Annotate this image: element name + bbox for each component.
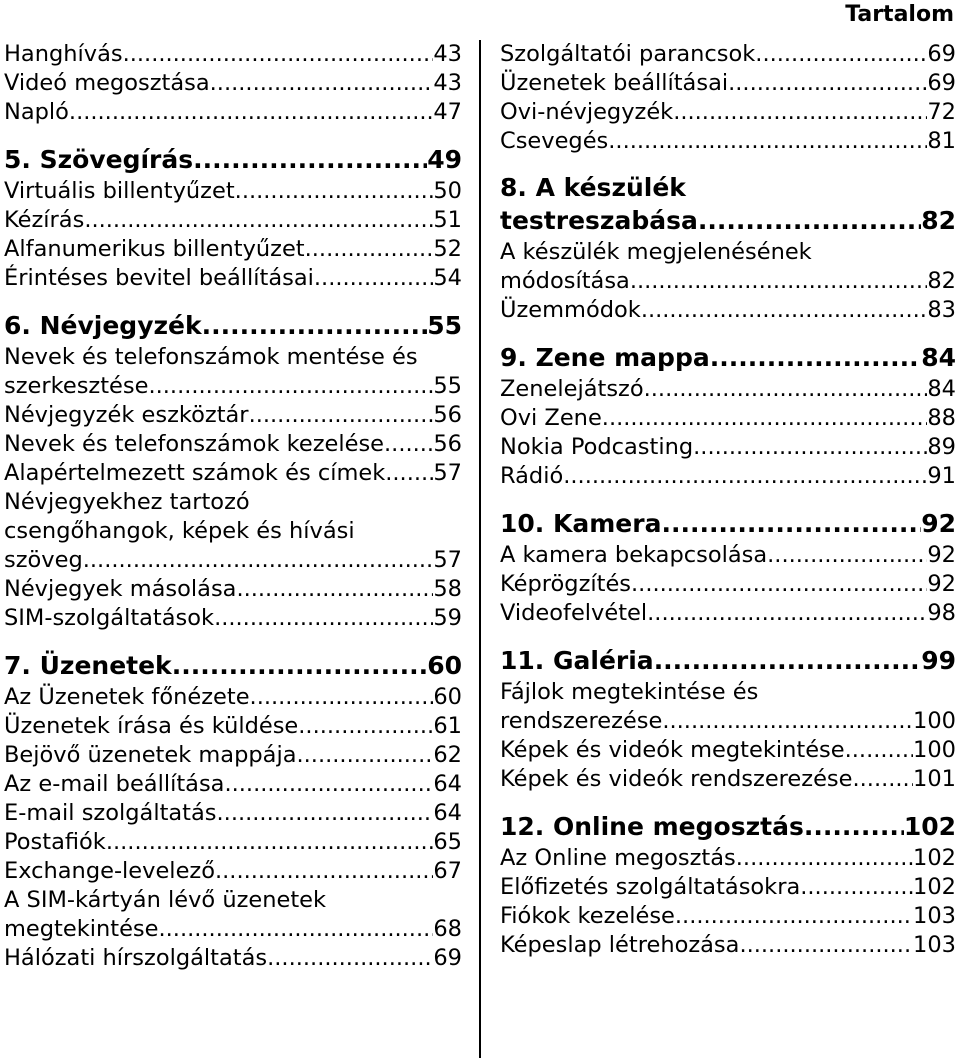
dot-leader <box>800 873 913 902</box>
toc-chapter-8-line: 8. A készülék <box>500 173 686 202</box>
toc-entry-title: Üzemmódok <box>500 297 641 323</box>
toc-page-number: 82 <box>927 268 956 294</box>
toc-entry-title: Érintéses bevitel beállításai <box>4 265 314 291</box>
toc-entry-title: Fiókok kezelése <box>500 903 675 929</box>
dot-leader <box>84 206 433 235</box>
toc-entry-title: 10. Kamera <box>500 509 662 538</box>
toc-entry-line: Fájlok megtekintése és <box>500 679 759 705</box>
toc-page-number: 56 <box>433 402 462 428</box>
dot-leader <box>693 433 927 462</box>
toc-page-number: 103 <box>913 932 956 958</box>
toc-page-number: 83 <box>927 297 956 323</box>
toc-chapter-6[interactable] <box>4 309 462 343</box>
toc-page-number: 65 <box>433 829 462 855</box>
toc-entry-title: 6. Névjegyzék <box>4 311 202 340</box>
toc-entry[interactable] <box>500 599 956 628</box>
dot-leader <box>644 375 928 404</box>
toc-entry-title: Hálózati hírszolgáltatás <box>4 945 268 971</box>
toc-entry[interactable] <box>4 915 462 944</box>
toc-entry-title: A kamera bekapcsolása <box>500 542 768 568</box>
toc-entry[interactable] <box>500 570 956 599</box>
toc-entry-title: 9. Zene mappa <box>500 343 710 372</box>
dot-leader <box>193 143 427 177</box>
toc-page-number: 102 <box>913 874 956 900</box>
toc-entry-title: szöveg <box>4 547 83 573</box>
toc-entry[interactable] <box>4 264 462 293</box>
dot-leader <box>641 296 928 325</box>
toc-chapter-5[interactable] <box>4 143 462 177</box>
dot-leader <box>384 430 433 459</box>
dot-leader <box>661 507 921 541</box>
toc-entry[interactable] <box>4 69 462 98</box>
dot-leader <box>739 931 913 960</box>
toc-entry[interactable] <box>4 799 462 828</box>
dot-leader <box>710 341 921 375</box>
dot-leader <box>314 264 433 293</box>
toc-entry[interactable] <box>500 267 956 296</box>
dot-leader <box>728 69 927 98</box>
toc-entry-title: Az e-mail beállítása <box>4 771 225 797</box>
toc-column-left <box>4 40 462 973</box>
toc-entry[interactable] <box>4 372 462 401</box>
toc-entry-title: Szolgáltatói parancsok <box>500 41 756 67</box>
toc-page-number: 98 <box>927 600 956 626</box>
dot-leader <box>845 736 913 765</box>
toc-chapter-7[interactable] <box>4 649 462 683</box>
toc-entry-title: 7. Üzenetek <box>4 651 172 680</box>
toc-page-number: 56 <box>433 431 462 457</box>
toc-page-number: 58 <box>433 576 462 602</box>
toc-entry-line: Nevek és telefonszámok mentése és <box>4 344 418 370</box>
toc-column-right <box>500 40 956 960</box>
toc-chapter-10[interactable] <box>500 507 956 541</box>
toc-page-number: 102 <box>913 845 956 871</box>
toc-page-number: 67 <box>433 858 462 884</box>
dot-leader <box>804 810 904 844</box>
toc-entry-title: SIM-szolgáltatások <box>4 605 215 631</box>
dot-leader <box>563 462 927 491</box>
toc-page-number: 61 <box>433 713 462 739</box>
toc-page-number: 57 <box>433 547 462 573</box>
toc-entry[interactable] <box>4 828 462 857</box>
toc-entry[interactable] <box>4 546 462 575</box>
dot-leader <box>202 309 428 343</box>
dot-leader <box>602 404 928 433</box>
dot-leader <box>148 372 433 401</box>
dot-leader <box>673 98 927 127</box>
toc-entry[interactable] <box>4 401 462 430</box>
toc-entry-title: megtekintése <box>4 916 159 942</box>
toc-page-number: 92 <box>921 509 956 538</box>
toc-page-number: 43 <box>433 41 462 67</box>
dot-leader <box>69 98 433 127</box>
dot-leader <box>210 69 434 98</box>
toc-entry-title: Üzenetek beállításai <box>500 70 729 96</box>
toc-page-number: 62 <box>433 742 462 768</box>
dot-leader <box>385 459 433 488</box>
dot-leader <box>662 707 913 736</box>
toc-entry[interactable] <box>500 375 956 404</box>
dot-leader <box>608 127 927 156</box>
dot-leader <box>647 599 927 628</box>
toc-entry-title: Virtuális billentyűzet <box>4 178 235 204</box>
toc-page-number: 89 <box>927 434 956 460</box>
toc-page-number: 55 <box>433 373 462 399</box>
toc-entry[interactable] <box>4 235 462 264</box>
toc-page-number: 91 <box>927 463 956 489</box>
toc-entry[interactable] <box>4 459 462 488</box>
dot-leader <box>631 570 927 599</box>
toc-page-number: 59 <box>433 605 462 631</box>
toc-entry[interactable] <box>500 873 956 902</box>
toc-entry-title: Kézírás <box>4 207 85 233</box>
dot-leader <box>755 40 927 69</box>
dot-leader <box>158 915 433 944</box>
toc-page-number: 92 <box>927 571 956 597</box>
dot-leader <box>654 644 922 678</box>
toc-page-number: 51 <box>433 207 462 233</box>
dot-leader <box>250 683 434 712</box>
toc-entry[interactable] <box>500 765 956 794</box>
toc-entry-line: A készülék megjelenésének <box>500 239 812 265</box>
toc-entry[interactable] <box>500 98 956 127</box>
toc-entry-title: Videofelvétel <box>500 600 648 626</box>
dot-leader <box>217 799 434 828</box>
toc-page-number: 50 <box>433 178 462 204</box>
toc-entry-title: Exchange-levelező <box>4 858 215 884</box>
toc-entry[interactable] <box>500 462 956 491</box>
dot-leader <box>236 575 433 604</box>
dot-leader <box>298 712 433 741</box>
toc-entry[interactable] <box>4 177 462 206</box>
toc-entry-line: A SIM-kártyán lévő üzenetek <box>4 887 327 913</box>
toc-page-number: 52 <box>433 236 462 262</box>
toc-page-number: 60 <box>433 684 462 710</box>
dot-leader <box>767 541 927 570</box>
toc-entry[interactable] <box>4 98 462 127</box>
toc-entry-title: 12. Online megosztás <box>500 812 804 841</box>
toc-chapter-12[interactable] <box>500 810 956 844</box>
toc-page-number: 60 <box>427 651 462 680</box>
toc-page-number: 69 <box>927 70 956 96</box>
toc-entry-title: Napló <box>4 99 69 125</box>
toc-page-number: 92 <box>927 542 956 568</box>
toc-entry[interactable] <box>500 40 956 69</box>
toc-entry[interactable] <box>500 296 956 325</box>
dot-leader <box>249 401 434 430</box>
toc-page-number: 88 <box>927 405 956 431</box>
toc-entry[interactable] <box>4 857 462 886</box>
toc-entry-title: Képek és videók rendszerezése <box>500 766 853 792</box>
toc-page-number: 64 <box>433 771 462 797</box>
toc-entry-title: szerkesztése <box>4 373 149 399</box>
toc-page-number: 100 <box>913 708 956 734</box>
toc-page-number: 84 <box>927 376 956 402</box>
toc-entry[interactable] <box>4 604 462 633</box>
toc-page-number: 82 <box>921 206 956 235</box>
toc-entry[interactable] <box>500 433 956 462</box>
dot-leader <box>224 770 433 799</box>
dot-leader <box>214 604 433 633</box>
toc-page-number: 69 <box>433 945 462 971</box>
toc-entry-title: Névjegyzék eszköztár <box>4 402 249 428</box>
dot-leader <box>630 267 928 296</box>
toc-page-number: 81 <box>927 128 956 154</box>
dot-leader <box>736 844 913 873</box>
toc-entry-line: Névjegyekhez tartozó <box>4 489 250 515</box>
toc-entry[interactable] <box>500 541 956 570</box>
toc-entry-title: Postafiók <box>4 829 106 855</box>
toc-entry-title: Névjegyek másolása <box>4 576 237 602</box>
toc-page-number: 69 <box>927 41 956 67</box>
toc-entry-title: 11. Galéria <box>500 646 654 675</box>
column-divider <box>479 40 481 1058</box>
toc-page-number: 72 <box>927 99 956 125</box>
toc-chapter-9[interactable] <box>500 341 956 375</box>
dot-leader <box>235 177 434 206</box>
toc-entry-title: Nevek és telefonszámok kezelése <box>4 431 385 457</box>
toc-entry-title: Nokia Podcasting <box>500 434 694 460</box>
toc-page-number: 100 <box>913 737 956 763</box>
dot-leader <box>675 902 913 931</box>
toc-entry-title: Képek és videók megtekintése <box>500 737 845 763</box>
toc-page-number: 84 <box>921 343 956 372</box>
toc-entry[interactable] <box>4 430 462 459</box>
dot-leader <box>123 40 434 69</box>
toc-entry-title: Előfizetés szolgáltatásokra <box>500 874 801 900</box>
dot-leader <box>297 741 434 770</box>
toc-page-number: 68 <box>433 916 462 942</box>
toc-entry-title: Üzenetek írása és küldése <box>4 713 299 739</box>
toc-entry[interactable] <box>4 206 462 235</box>
toc-entry-title: Videó megosztása <box>4 70 210 96</box>
toc-page-number: 55 <box>427 311 462 340</box>
toc-page-number: 101 <box>913 766 956 792</box>
toc-page-number: 49 <box>427 145 462 174</box>
toc-entry[interactable] <box>500 844 956 873</box>
toc-page-number: 102 <box>903 812 956 841</box>
toc-page-number: 103 <box>913 903 956 929</box>
toc-page-number: 64 <box>433 800 462 826</box>
toc-chapter-11[interactable] <box>500 644 956 678</box>
toc-entry-title: testreszabása <box>500 206 698 235</box>
toc-entry[interactable] <box>500 127 956 156</box>
toc-page-number: 54 <box>433 265 462 291</box>
toc-entry-title: 5. Szövegírás <box>4 145 194 174</box>
toc-entry-line: csengőhangok, képek és hívási <box>4 518 355 544</box>
dot-leader <box>83 546 434 575</box>
dot-leader <box>698 204 921 238</box>
toc-page-number: 57 <box>433 460 462 486</box>
toc-entry[interactable] <box>4 741 462 770</box>
toc-entry-title: Zenelejátszó <box>500 376 644 402</box>
toc-entry[interactable] <box>4 683 462 712</box>
toc-chapter-8[interactable] <box>500 204 956 238</box>
toc-entry-title: Bejövő üzenetek mappája <box>4 742 297 768</box>
toc-entry[interactable] <box>500 902 956 931</box>
toc-entry[interactable] <box>500 736 956 765</box>
toc-entry-title: Ovi Zene <box>500 405 602 431</box>
toc-entry-title: Ovi-névjegyzék <box>500 99 674 125</box>
toc-entry-title: Csevegés <box>500 128 609 154</box>
toc-entry[interactable] <box>500 404 956 433</box>
toc-entry-title: E-mail szolgáltatás <box>4 800 217 826</box>
toc-entry[interactable] <box>4 40 462 69</box>
page-header-title: Tartalom <box>845 2 954 27</box>
dot-leader <box>106 828 434 857</box>
toc-entry-title: módosítása <box>500 268 630 294</box>
toc-entry[interactable] <box>4 575 462 604</box>
toc-entry-title: Alfanumerikus billentyűzet <box>4 236 305 262</box>
toc-entry[interactable] <box>500 707 956 736</box>
toc-page-number: 99 <box>921 646 956 675</box>
toc-entry-title: Az Üzenetek főnézete <box>4 684 250 710</box>
toc-entry[interactable] <box>4 770 462 799</box>
toc-entry-title: Képeslap létrehozása <box>500 932 740 958</box>
toc-entry[interactable] <box>4 712 462 741</box>
toc-entry[interactable] <box>500 931 956 960</box>
dot-leader <box>852 765 913 794</box>
toc-page-number: 47 <box>433 99 462 125</box>
dot-leader <box>215 857 433 886</box>
toc-entry-title: Hanghívás <box>4 41 123 67</box>
toc-entry-title: Az Online megosztás <box>500 845 736 871</box>
dot-leader <box>267 944 433 973</box>
toc-page-number: 43 <box>433 70 462 96</box>
toc-entry-title: Rádió <box>500 463 564 489</box>
toc-entry-title: rendszerezése <box>500 708 663 734</box>
dot-leader <box>172 649 428 683</box>
toc-entry[interactable] <box>4 944 462 973</box>
toc-entry-title: Képrögzítés <box>500 571 632 597</box>
dot-leader <box>305 235 434 264</box>
toc-entry[interactable] <box>500 69 956 98</box>
toc-entry-title: Alapértelmezett számok és címek <box>4 460 386 486</box>
